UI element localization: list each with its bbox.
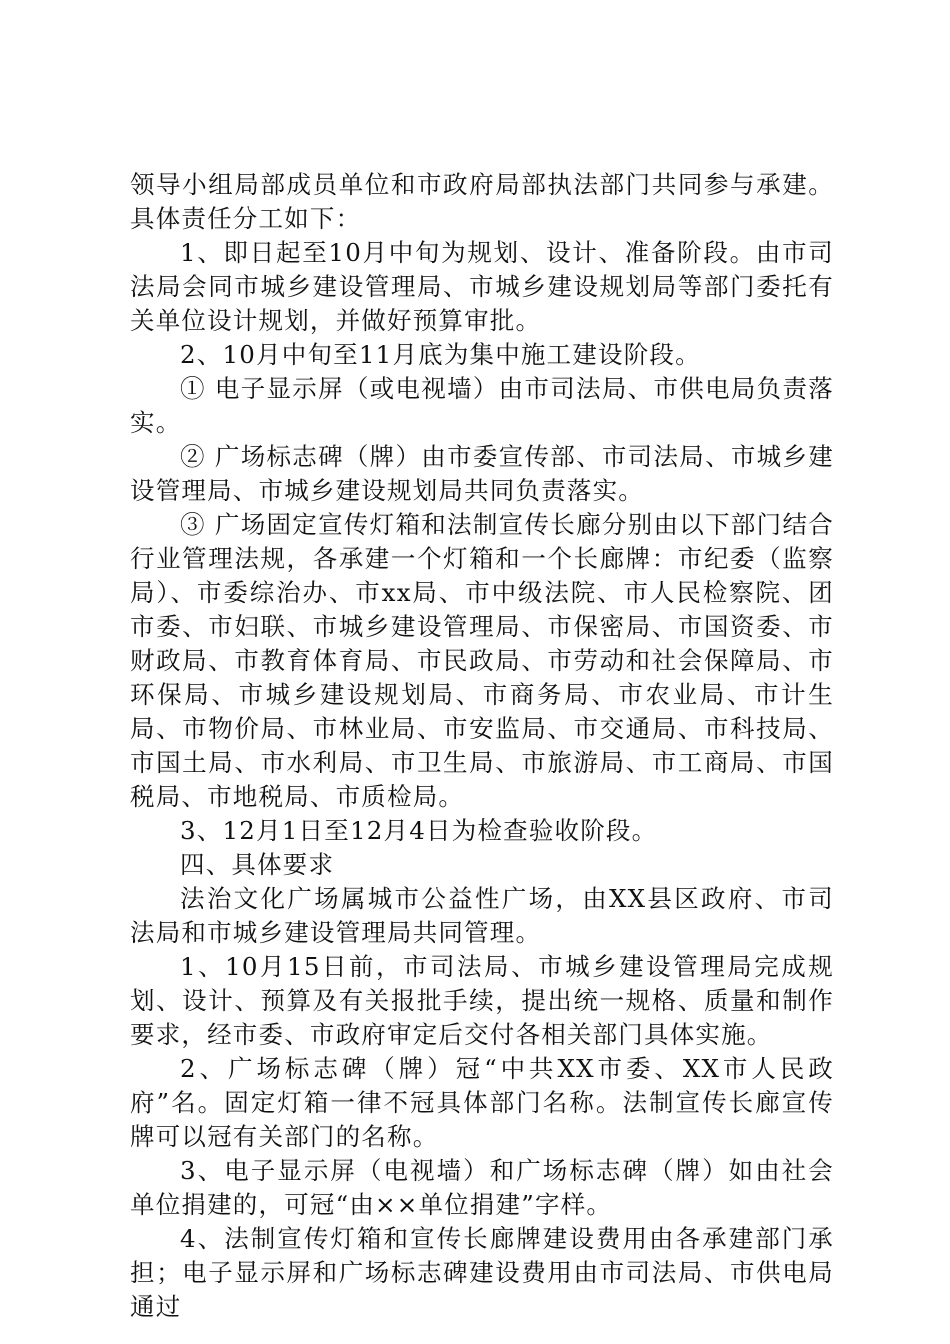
paragraph-10: 1、10月15日前，市司法局、市城乡建设管理局完成规划、设计、预算及有关报批手续，提出统一规格、质量和制作要求，经市委、市政府审定后交付各相关部门具体实施。 — [130, 952, 834, 1049]
paragraph-4: ① 电子显示屏（或电视墙）由市司法局、市供电局负责落实。 — [130, 374, 834, 437]
paragraph-7: 3、12月1日至12月4日为检查验收阶段。 — [180, 816, 658, 845]
paragraph-3: 2、10月中旬至11月底为集中施工建设阶段。 — [180, 340, 701, 369]
paragraph-11: 2、广场标志碑（牌）冠“中共XX市委、XX市人民政府”名。固定灯箱一律不冠具体部门名称。法制宣传长廊宣传牌可以冠有关部门的名称。 — [130, 1054, 834, 1151]
document-body — [130, 168, 834, 1324]
paragraph-5: ② 广场标志碑（牌）由市委宣传部、市司法局、市城乡建设管理局、市城乡建设规划局共同负责落实。 — [130, 442, 834, 505]
section-heading-requirements: 四、具体要求 — [180, 850, 335, 879]
paragraph-6: ③ 广场固定宣传灯箱和法制宣传长廊分别由以下部门结合行业管理法规，各承建一个灯箱和一个长廊牌：市纪委（监察局）、市委综治办、市xx局、市中级法院、市人民检察院、团市委、市妇联、市城乡建设管理局、市保密局、市国资委、市财政局、市教育体育局、市民政局、市劳动和社会保障局、市环保局、市城乡建设规划局、市商务局、市农业局、市计生局、市物价局、市林业局、市安监局、市交通局、市科技局、市国土局、市水利局、市卫生局、市旅游局、市工商局、市国税局、市地税局、市质检局。 — [130, 510, 834, 811]
paragraph-9: 法治文化广场属城市公益性广场，由XX县区政府、市司法局和市城乡建设管理局共同管理。 — [130, 884, 834, 947]
paragraph-13: 4、法制宣传灯箱和宣传长廊牌建设费用由各承建部门承担；电子显示屏和广场标志碑建设费用由市司法局、市供电局通过 — [130, 1224, 834, 1321]
paragraph-1: 领导小组局部成员单位和市政府局部执法部门共同参与承建。具体责任分工如下： — [130, 170, 834, 233]
paragraph-2: 1、即日起至10月中旬为规划、设计、准备阶段。由市司法局会同市城乡建设管理局、市城乡建设规划局等部门委托有关单位设计规划，并做好预算审批。 — [130, 238, 834, 335]
paragraph-12: 3、电子显示屏（电视墙）和广场标志碑（牌）如由社会单位捐建的，可冠“由××单位捐建”字样。 — [130, 1156, 834, 1219]
